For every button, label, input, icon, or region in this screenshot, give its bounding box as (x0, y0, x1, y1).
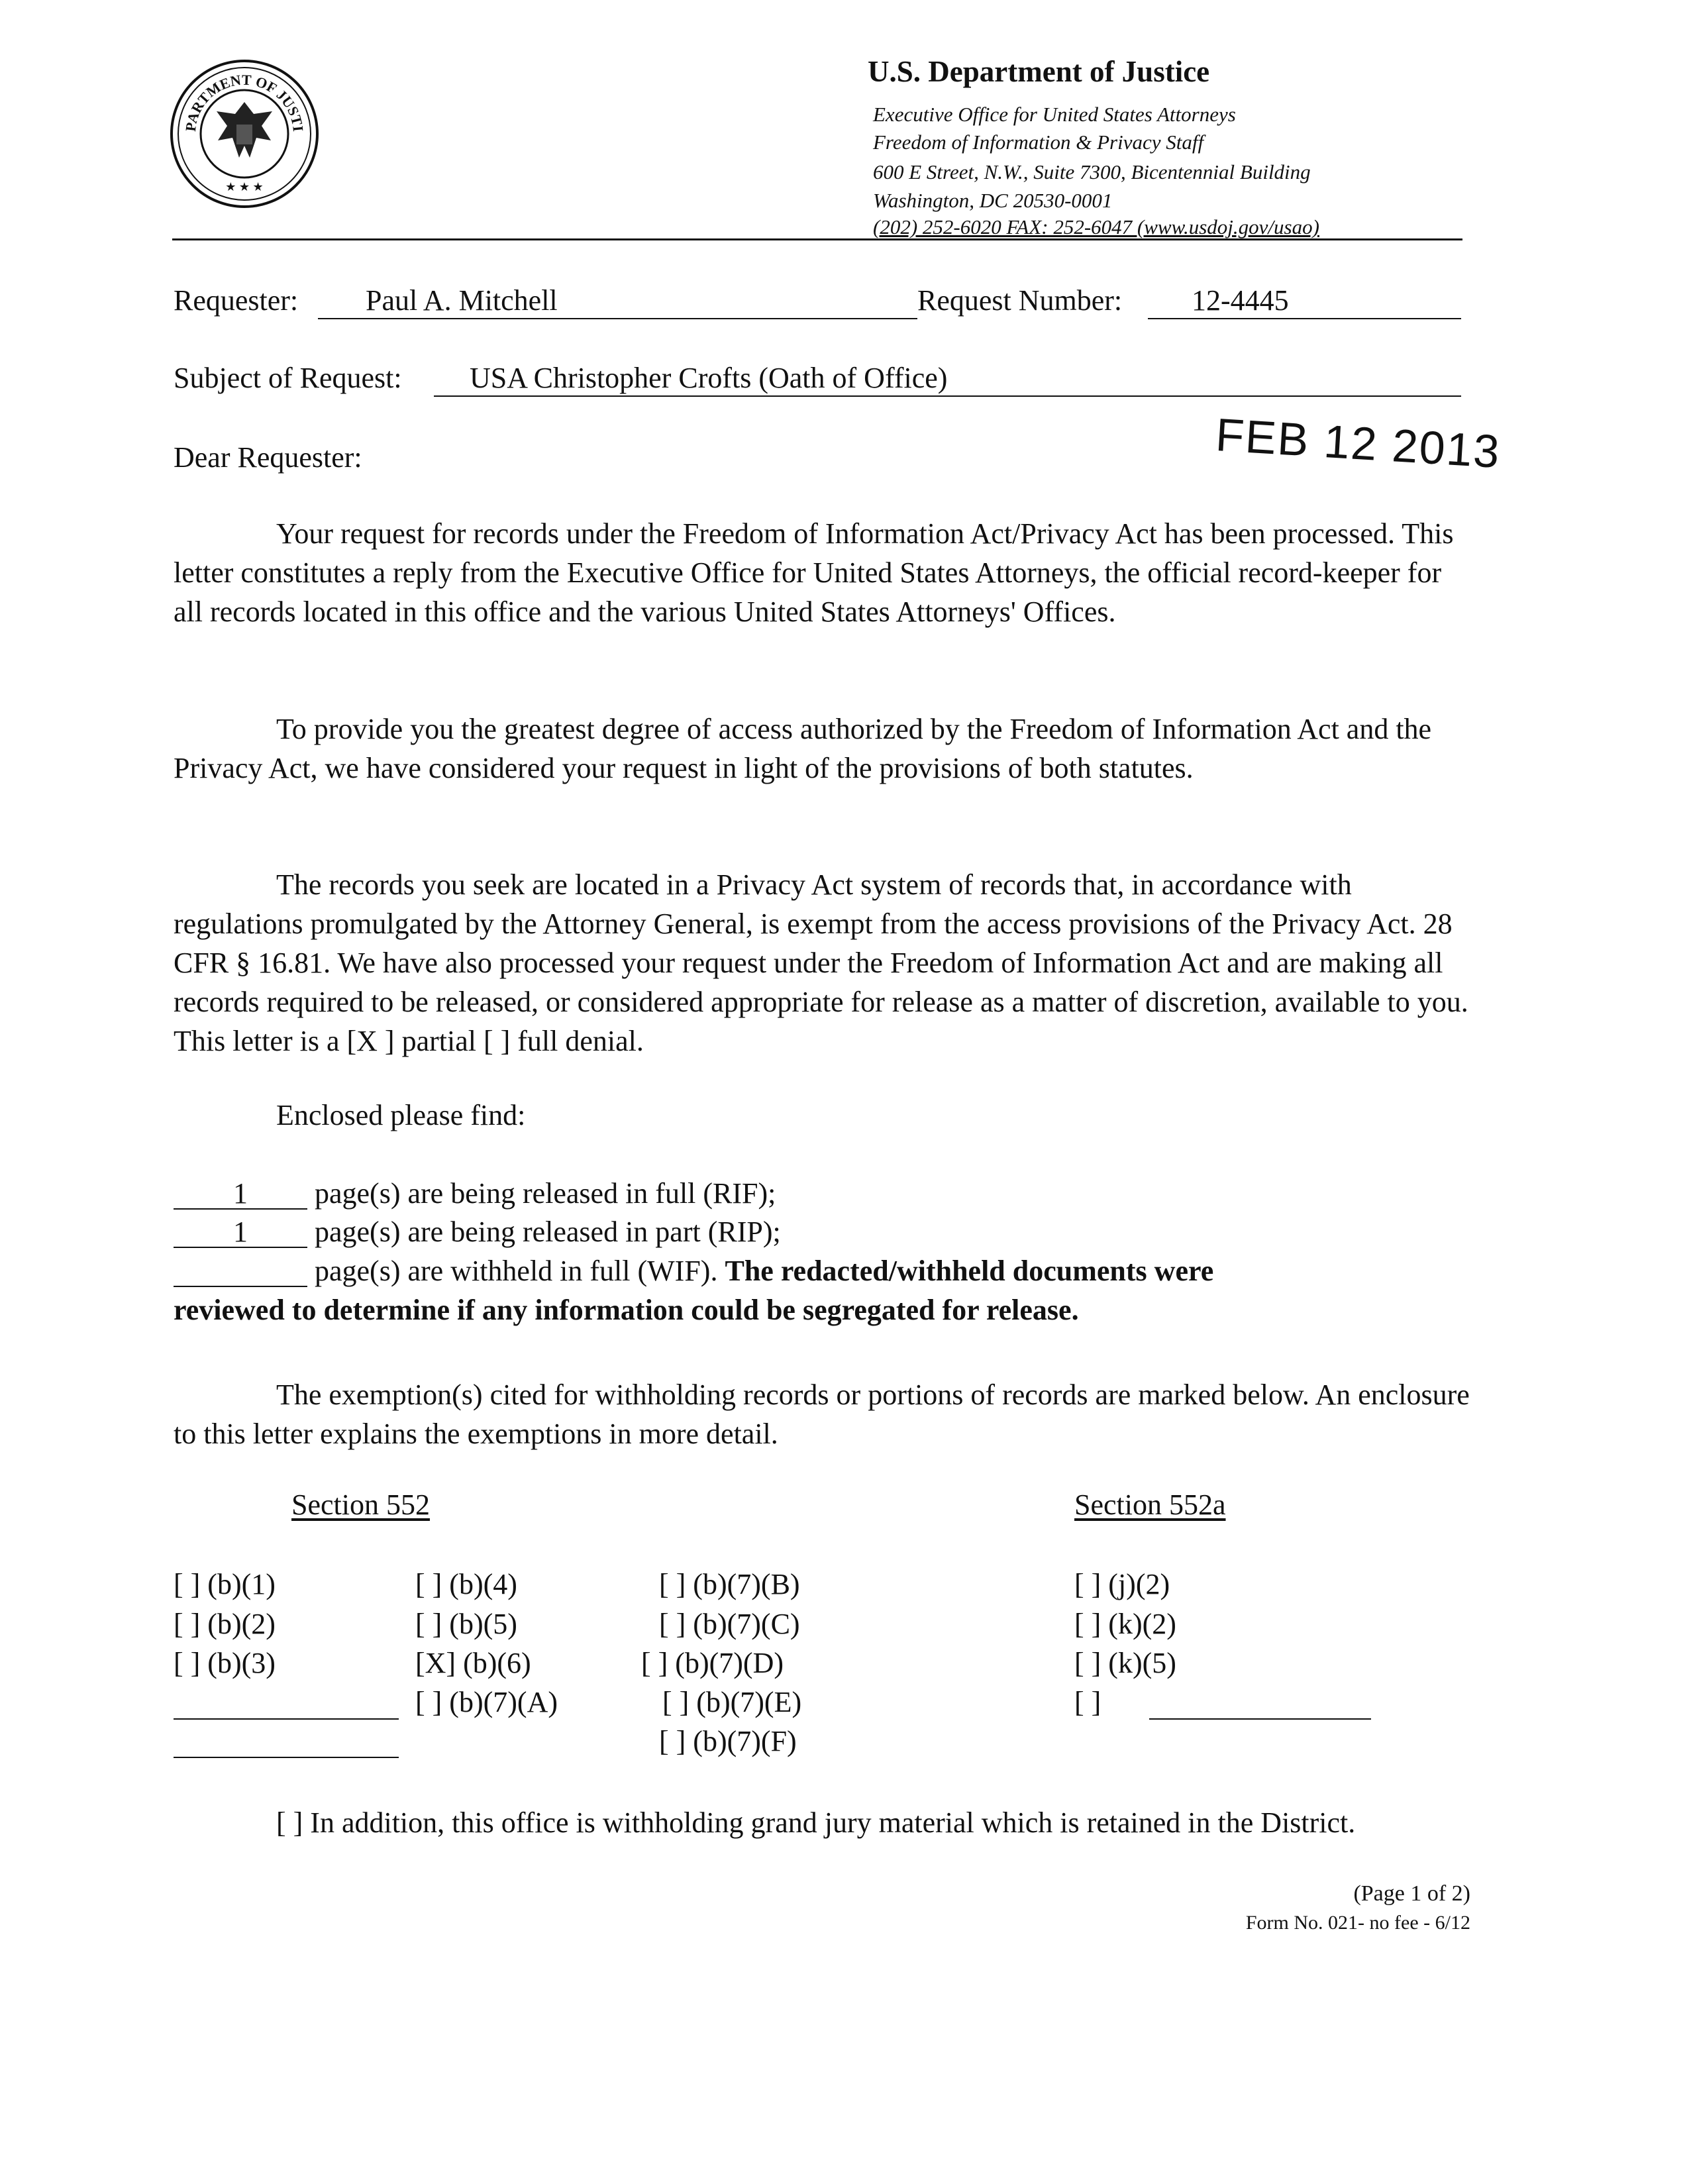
bold-note-a: The redacted/withheld documents were (725, 1255, 1214, 1287)
doj-seal (169, 58, 320, 209)
count-rif (174, 1176, 776, 1210)
count-rif-text: page(s) are being released in full (RIF); (315, 1177, 776, 1210)
seal-text: PARTMENT OF JUSTI (181, 71, 307, 132)
salutation: Dear Requester: (174, 441, 362, 474)
paragraph-1-text: Your request for records under the Freedom of Information Act/Privacy Act has been processed. This letter constitutes a reply from the Executive Office for United States Attorneys, the official record-keeper for all records located in this office and the various United States Attorneys' Offices. (174, 517, 1454, 628)
agency-name: U.S. Department of Justice (868, 55, 1210, 88)
requester-name: Paul A. Mitchell (366, 284, 558, 317)
exemption-b4: [ ] (b)(4) (415, 1568, 517, 1600)
count-rip-text: page(s) are being released in part (RIP); (315, 1216, 781, 1248)
exemption-b3: [ ] (b)(3) (174, 1647, 276, 1679)
exemption-paragraph (174, 1375, 1472, 1453)
enclosed-label: Enclosed please find: (276, 1099, 526, 1131)
paragraph-3 (174, 865, 1472, 1061)
section-552a-heading: Section 552a (1074, 1488, 1226, 1521)
section-552-heading: Section 552 (291, 1488, 430, 1521)
exemption-j2: [ ] (j)(2) (1074, 1568, 1170, 1600)
exemption-k2: [ ] (k)(2) (1074, 1608, 1176, 1640)
address-line: 600 E Street, N.W., Suite 7300, Bicentennial Building (873, 160, 1311, 183)
date-stamp: FEB 12 2013 (1214, 408, 1502, 478)
requester-label: Requester: (174, 284, 299, 317)
requester-field (318, 284, 917, 319)
paragraph-1 (174, 514, 1472, 631)
header-rule (172, 238, 1462, 240)
exemption-k5: [ ] (k)(5) (1074, 1647, 1176, 1679)
exemption-b7a: [ ] (b)(7)(A) (415, 1686, 558, 1718)
request-number-label: Request Number: (917, 284, 1123, 317)
subject-field (434, 361, 1461, 397)
paragraph-3-text: The records you seek are located in a Privacy Act system of records that, in accordance with regulations promulgated by the Attorney General, is exempt from the access provisions of the Privacy Act. 28 CFR § 16.81. We have also processed your request under the Freedom of Information Act and are making all records required to be released, or considered appropriate for release as a matter of discretion, available to you. This letter is a [X ] partial [ ] full denial. (174, 868, 1468, 1057)
city-line: Washington, DC 20530-0001 (873, 189, 1113, 212)
exemption-b7d: [ ] (b)(7)(D) (641, 1647, 784, 1679)
count-rip (174, 1215, 781, 1249)
office-line: Executive Office for United States Attorneys (873, 103, 1236, 126)
staff-line: Freedom of Information & Privacy Staff (873, 130, 1204, 154)
exemption-b7b: [ ] (b)(7)(B) (659, 1568, 800, 1600)
exemption-b5: [ ] (b)(5) (415, 1608, 517, 1640)
exemption-b7f: [ ] (b)(7)(F) (659, 1725, 797, 1757)
request-number: 12-4445 (1192, 284, 1289, 317)
count-wif-text: page(s) are withheld in full (WIF). (315, 1255, 718, 1287)
paragraph-2-text: To provide you the greatest degree of access authorized by the Freedom of Information Act and the Privacy Act, we have considered your request in light of the provisions of both statutes. (174, 713, 1432, 784)
subject-text: USA Christopher Crofts (Oath of Office) (470, 362, 948, 394)
contact-line: (202) 252-6020 FAX: 252-6047 (www.usdoj.gov/usao) (873, 215, 1319, 238)
count-wif (174, 1254, 1213, 1288)
grand-jury-paragraph (174, 1803, 1472, 1842)
count-rip-value: 1 (174, 1218, 307, 1248)
exemption-other-blank (1149, 1718, 1371, 1720)
count-rif-value: 1 (174, 1179, 307, 1210)
exemption-b7e: [ ] (b)(7)(E) (662, 1686, 802, 1718)
request-number-field (1148, 284, 1461, 319)
svg-text:★ ★ ★: ★ ★ ★ (225, 180, 264, 193)
exemption-b7c: [ ] (b)(7)(C) (659, 1608, 800, 1640)
exemption-b1: [ ] (b)(1) (174, 1568, 276, 1600)
exemption-b2: [ ] (b)(2) (174, 1608, 276, 1640)
bold-note-b: reviewed to determine if any information could be segregated for release. (174, 1294, 1079, 1326)
count-wif-value (174, 1257, 307, 1287)
grand-jury-text: [ ] In addition, this office is withholding grand jury material which is retained in the District. (276, 1806, 1356, 1839)
subject-label: Subject of Request: (174, 362, 402, 394)
exemption-paragraph-text: The exemption(s) cited for withholding records or portions of records are marked below. An enclosure to this letter explains the exemptions in more detail. (174, 1378, 1470, 1450)
exemption-other: [ ] (1074, 1686, 1101, 1718)
form-number: Form No. 021- no fee - 6/12 (1245, 1912, 1470, 1934)
paragraph-2 (174, 709, 1472, 788)
page-number: (Page 1 of 2) (1353, 1881, 1470, 1906)
blank-line-2 (174, 1757, 399, 1758)
exemption-b6: [X] (b)(6) (415, 1647, 531, 1679)
blank-line-1 (174, 1718, 399, 1720)
